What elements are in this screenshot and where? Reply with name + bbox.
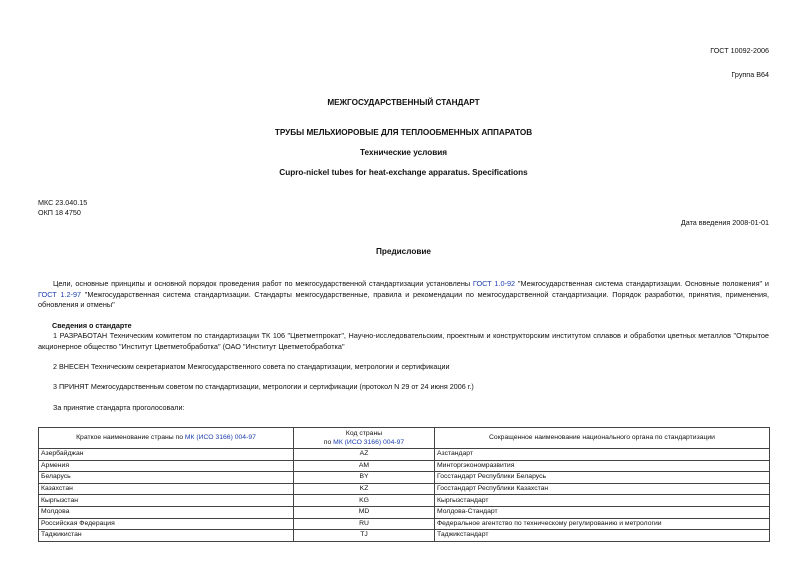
item-developed: 1 РАЗРАБОТАН Техническим комитетом по стандартизации ТК 106 "Цветметпрокат", Научно-исследовательским, проектным и конструкторским институтом сплавов и обработки цветных металлов "Открытое акционерное общество "Институт Цветметобработка" (ОАО "Институт Цветметобработка"	[38, 331, 769, 351]
country-code: RU	[294, 518, 435, 530]
table-header-row	[39, 428, 770, 449]
preface-paragraph	[38, 279, 769, 311]
header-country-name	[39, 428, 294, 449]
country-code: AM	[294, 460, 435, 472]
country-name: Беларусь	[39, 472, 294, 484]
header-country-text: Краткое наименование страны по	[76, 434, 185, 442]
preface-heading: Предисловие	[376, 247, 431, 256]
gost-1-2-97-link[interactable]: ГОСТ 1.2-97	[38, 289, 82, 299]
countries-table	[38, 427, 770, 542]
doc-number: ГОСТ 10092-2006	[710, 46, 769, 55]
gost-1-0-92-link[interactable]: ГОСТ 1.0-92	[472, 279, 516, 288]
okp-code: ОКП 18 4750	[38, 208, 81, 217]
country-name: Таджикистан	[39, 530, 294, 542]
country-name: Азербайджан	[39, 449, 294, 461]
country-code: BY	[294, 472, 435, 484]
table-row	[39, 506, 770, 518]
english-title: Cupro-nickel tubes for heat-exchange apparatus. Specifications	[279, 168, 528, 177]
classification-group: Группа В64	[731, 70, 769, 79]
country-code: MD	[294, 506, 435, 518]
national-body: Кыргызстандарт	[435, 495, 770, 507]
country-name: Российская Федерация	[39, 518, 294, 530]
national-body: Минторгэкономразвития	[435, 460, 770, 472]
country-code: KZ	[294, 483, 435, 495]
preface-text-1: Цели, основные принципы и основной порядок проведения работ по межгосударственной стандартизации установлены	[53, 279, 473, 288]
header-code-text: Код страны	[345, 429, 383, 437]
table-row	[39, 460, 770, 472]
national-body: Таджикстандарт	[435, 530, 770, 542]
table-row	[39, 495, 770, 507]
about-standard-heading: Сведения о стандарте	[52, 321, 132, 330]
national-body: Госстандарт Республики Казахстан	[435, 483, 770, 495]
table-row	[39, 449, 770, 461]
voted-label: За принятие стандарта проголосовали:	[53, 403, 185, 412]
mks-code: МКС 23.040.15	[38, 198, 88, 207]
preface-text-2: "Межгосударственная система стандартизации. Основные положения" и	[515, 279, 769, 288]
mk-iso-link-col2[interactable]: МК (ИСО 3166) 004-97	[333, 439, 405, 446]
country-name: Казахстан	[39, 483, 294, 495]
table-row	[39, 530, 770, 542]
country-name: Кыргызстан	[39, 495, 294, 507]
national-body: Федеральное агентство по техническому регулированию и метрологии	[435, 518, 770, 530]
national-body: Госстандарт Республики Беларусь	[435, 472, 770, 484]
national-body: Молдова-Стандарт	[435, 506, 770, 518]
country-code: AZ	[294, 449, 435, 461]
document-title: ТРУБЫ МЕЛЬХИОРОВЫЕ ДЛЯ ТЕПЛООБМЕННЫХ АППАРАТОВ	[274, 128, 533, 137]
header-code-prefix: по	[323, 439, 334, 446]
table-row	[39, 472, 770, 484]
country-code: KG	[294, 495, 435, 507]
national-body: Азстандарт	[435, 449, 770, 461]
item-adopted: 3 ПРИНЯТ Межгосударственным советом по стандартизации, метрологии и сертификации (протокол N 29 от 24 июня 2006 г.)	[53, 382, 474, 391]
country-name: Армения	[39, 460, 294, 472]
country-code: TJ	[294, 530, 435, 542]
country-name: Молдова	[39, 506, 294, 518]
header-country-code	[294, 428, 435, 449]
document-subtitle: Технические условия	[359, 148, 448, 157]
preface-text-3: "Межгосударственная система стандартизации. Стандарты межгосударственные, правила и рекомендации по межгосударственной стандартизации. Порядок разработки, принятия, применения, обновления и отмены"	[38, 289, 770, 309]
header-national-body: Сокращенное наименование национального органа по стандартизации	[435, 428, 770, 449]
item-submitted: 2 ВНЕСЕН Техническим секретариатом Межгосударственного совета по стандартизации, метрологии и сертификации	[53, 362, 450, 371]
table-row	[39, 518, 770, 530]
introduction-date: Дата введения 2008-01-01	[680, 218, 769, 227]
mk-iso-link-col1[interactable]: МК (ИСО 3166) 004-97	[184, 434, 256, 442]
standard-type: МЕЖГОСУДАРСТВЕННЫЙ СТАНДАРТ	[327, 98, 480, 107]
table-row	[39, 483, 770, 495]
